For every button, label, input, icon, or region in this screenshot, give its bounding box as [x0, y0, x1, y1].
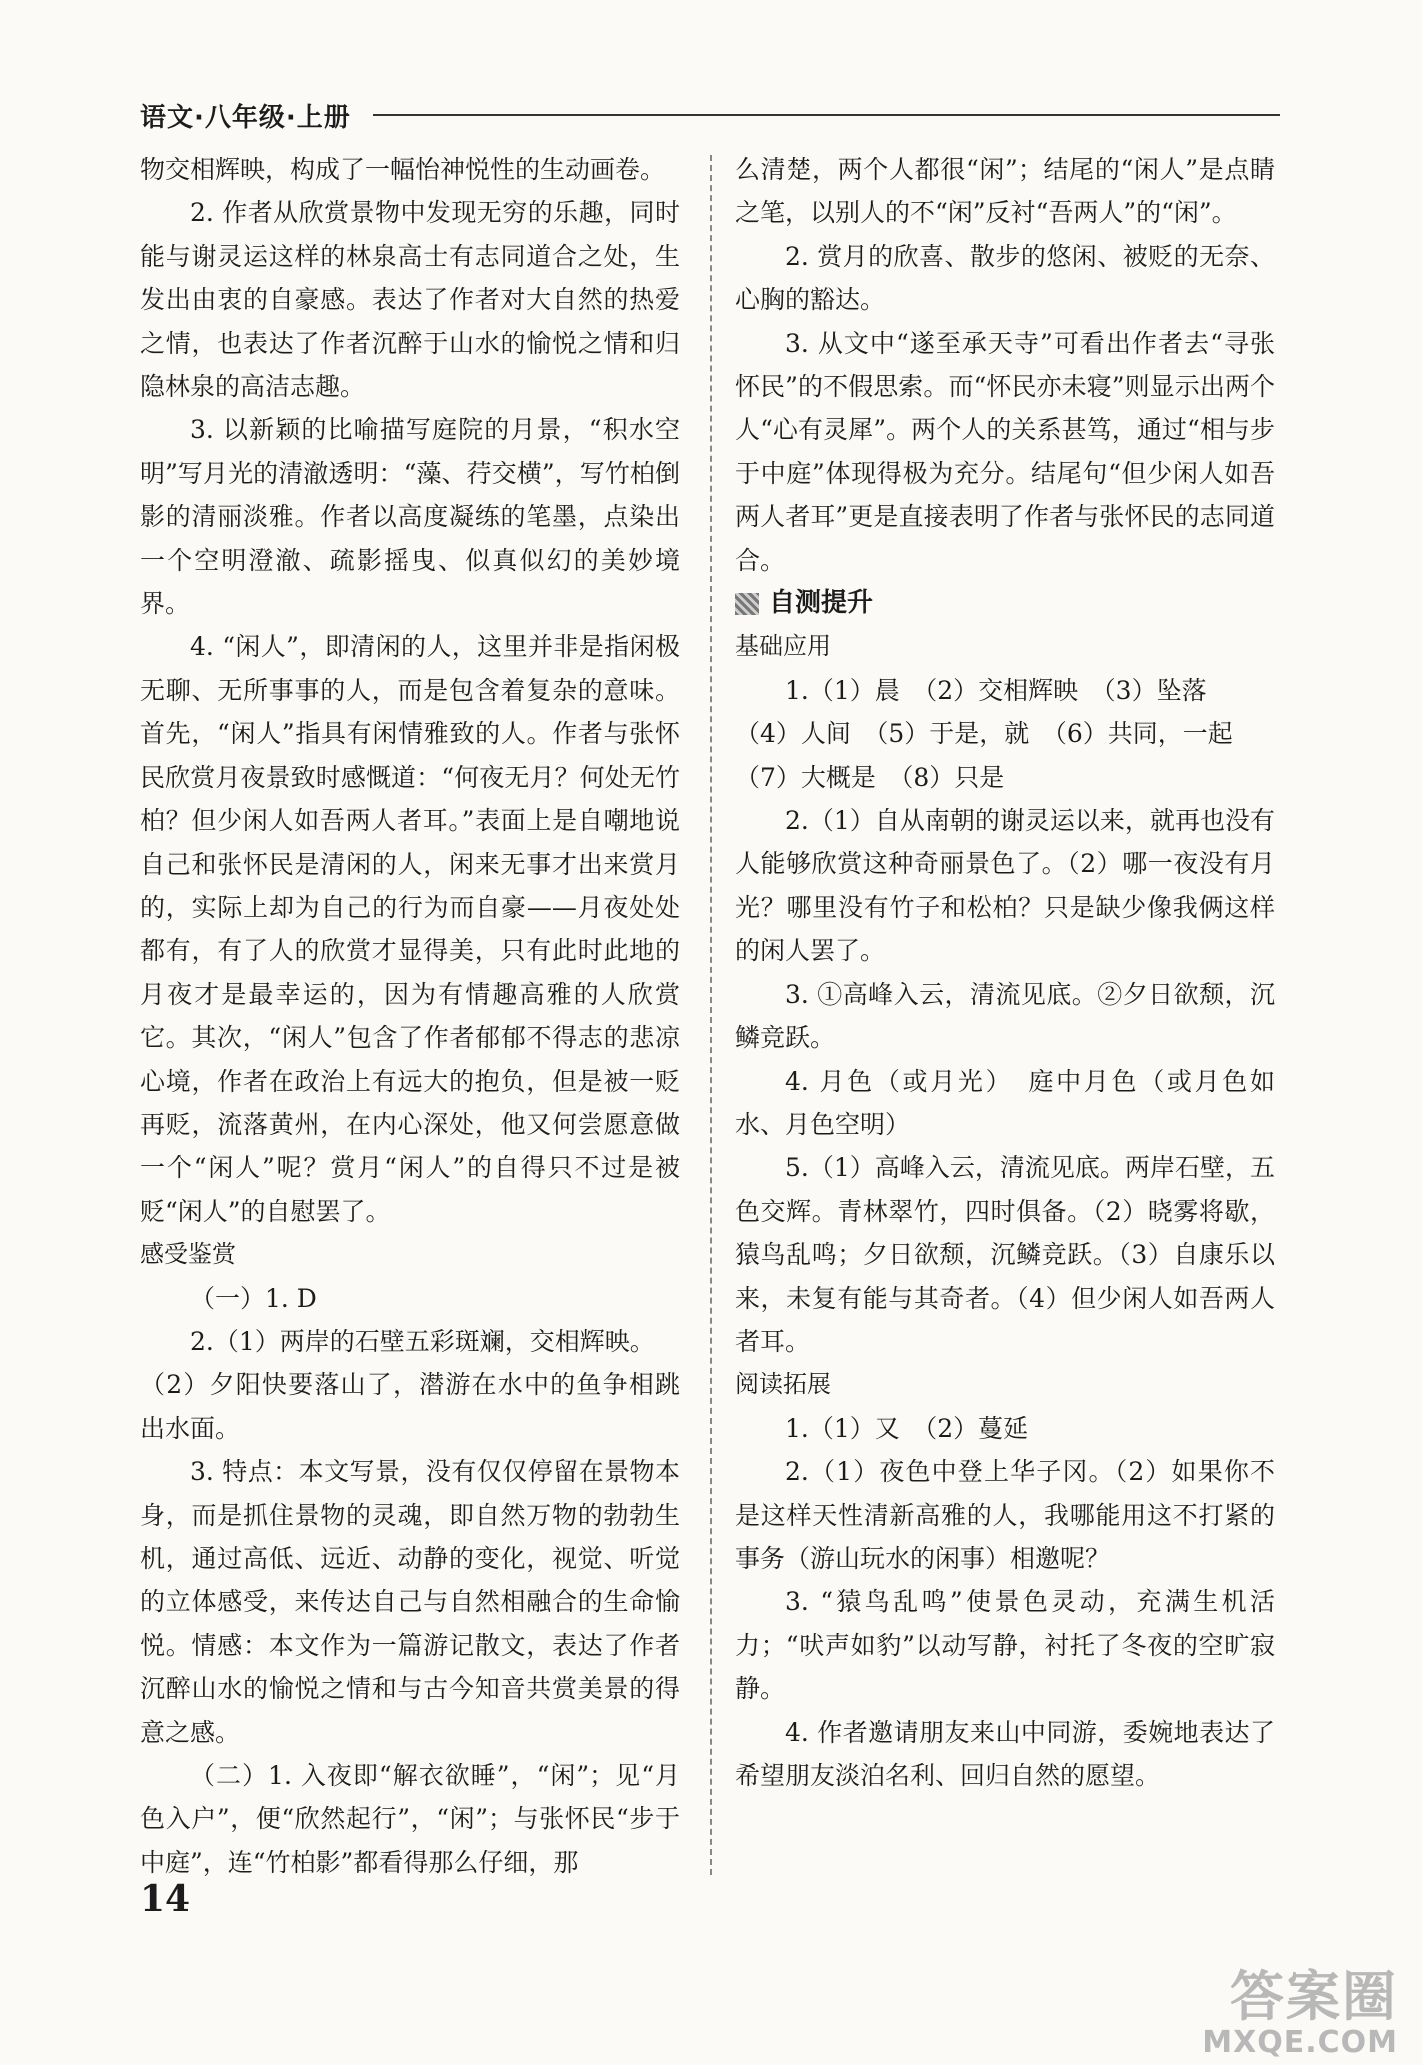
paragraph: 么清楚，两个人都很“闲”；结尾的“闲人”是点睛之笔，以别人的不“闲”反衬“吾两人”的“闲”。 — [735, 155, 1275, 228]
paragraph: 3. 特点：本文写景，没有仅仅停留在景物本身，而是抓住景物的灵魂，即自然万物的勃勃生机，通过高低、远近、动静的变化，视觉、听觉的立体感受，来传达自己与自然相融合的生命愉悦。情感：本文作为一篇游记散文，表达了作者沉醉山水的愉悦之情和与古今知音共赏美景的得意之感。 — [140, 1457, 680, 1747]
answer-line: （4）人间 （5）于是，就 （6）共同，一起 — [735, 719, 1233, 749]
paragraph: 4. “闲人”，即清闲的人，这里并非是指闲极无聊、无所事事的人，而是包含着复杂的意味。首先，“闲人”指具有闲情雅致的人。作者与张怀民欣赏月夜景致时感慨道：“何夜无月？何处无竹柏？但少闲人如吾两人者耳。”表面上是自嘲地说自己和张怀民是清闲的人，闲来无事才出来赏月的，实际上却为自己的行为而自豪——月夜处处都有，有了人的欣赏才显得美，只有此时此地的月夜才是最幸运的，因为有情趣高雅的人欣赏它。其次，“闲人”包含了作者郁郁不得志的悲凉心境，作者在政治上有远大的抱负，但是被一贬再贬，流落黄州，在内心深处，他又何尝愿意做一个“闲人”呢？赏月“闲人”的自得只不过是被贬“闲人”的自慰罢了。 — [140, 632, 680, 1226]
section-heading — [735, 582, 1275, 625]
paragraph: （二）1. 入夜即“解衣欲睡”，“闲”；见“月色入户”，便“欣然起行”，“闲”；与张怀民“步于中庭”，连“竹柏影”都看得那么仔细，那 — [140, 1761, 680, 1877]
paragraph: 物交相辉映，构成了一幅怡神悦性的生动画卷。 — [140, 155, 666, 184]
right-column — [735, 148, 1275, 1888]
subsection-heading: 阅读拓展 — [735, 1370, 831, 1399]
paragraph: （2）夕阳快要落山了，潜游在水中的鱼争相跳出水面。 — [140, 1370, 680, 1443]
paragraph: 4. 月色（或月光） 庭中月色（或月色如水、月色空明） — [735, 1066, 1275, 1139]
column-divider — [710, 155, 712, 1875]
paragraph: 4. 作者邀请朋友来山中同游，委婉地表达了希望朋友淡泊名利、回归自然的愿望。 — [735, 1717, 1275, 1791]
answer-line: 1.（1）晨 （2）交相辉映 （3）坠落 — [785, 675, 1207, 705]
paragraph: （一）1. D — [190, 1283, 317, 1313]
paragraph: 3. 以新颖的比喻描写庭院的月景，“积水空明”写月光的清澈透明：“藻、荇交横”，写竹柏倒影的清丽淡雅。作者以高度凝练的笔墨，点染出一个空明澄澈、疏影摇曳、似真似幻的美妙境界。 — [140, 415, 680, 619]
paragraph: 2. 作者从欣赏景物中发现无穷的乐趣，同时能与谢灵运这样的林泉高士有志同道合之处，生发出由衷的自豪感。表达了作者对大自然的热爱之情，也表达了作者沉醉于山水的愉悦之情和归隐林泉的高洁志趣。 — [140, 198, 680, 402]
section-marker-icon — [735, 593, 759, 615]
paragraph: 3. ①高峰入云，清流见底。②夕日欲颓，沉鳞竞跃。 — [735, 979, 1275, 1053]
header-title: 语文·八年级·上册 — [140, 102, 351, 133]
section-title: 自测提升 — [769, 588, 874, 619]
paragraph: 3. 从文中“遂至承天寺”可看出作者去“寻张怀民”的不假思索。而“怀民亦未寝”则显示出两个人“心有灵犀”。两个人的关系甚笃，通过“相与步于中庭”体现得极为充分。结尾句“但少闲人如吾两人者耳”更是直接表明了作者与张怀民的志同道合。 — [735, 328, 1275, 575]
subsection-heading: 感受鉴赏 — [140, 1240, 236, 1269]
header-rule — [373, 114, 1280, 116]
paragraph: 3. “猿鸟乱鸣”使景色灵动，充满生机活力；“吠声如豹”以动写静，衬托了冬夜的空旷寂静。 — [735, 1587, 1275, 1704]
left-column — [140, 148, 680, 1888]
subsection-heading: 基础应用 — [735, 632, 831, 661]
watermark-url: MXQE.COM — [1202, 2025, 1398, 2060]
paragraph: 2.（1）夜色中登上华子冈。（2）如果你不是这样天性清新高雅的人，我哪能用这不打紧的事务（游山玩水的闲事）相邀呢？ — [735, 1457, 1275, 1573]
watermark-logo: 答案圈 — [1230, 1965, 1398, 2028]
watermark — [1202, 1967, 1398, 2059]
page-number: 14 — [140, 1878, 191, 1920]
answer-line: （7）大概是 （8）只是 — [735, 762, 1005, 792]
paragraph: 2. 赏月的欣喜、散步的悠闲、被贬的无奈、心胸的豁达。 — [735, 241, 1275, 315]
paragraph: 2.（1）两岸的石壁五彩斑斓，交相辉映。 — [190, 1326, 655, 1356]
page-header — [140, 95, 1280, 135]
paragraph: 5.（1）高峰入云，清流见底。两岸石壁，五色交辉。青林翠竹，四时俱备。（2）晓雾将歇，猿鸟乱鸣；夕日欲颓，沉鳞竞跃。（3）自康乐以来，未复有能与其奇者。（4）但少闲人如吾两人者耳。 — [735, 1153, 1275, 1356]
paragraph: 1.（1）又 （2）蔓延 — [785, 1413, 1029, 1443]
paragraph: 2.（1）自从南朝的谢灵运以来，就再也没有人能够欣赏这种奇丽景色了。（2）哪一夜没有月光？哪里没有竹子和松柏？只是缺少像我俩这样的闲人罢了。 — [735, 806, 1275, 966]
